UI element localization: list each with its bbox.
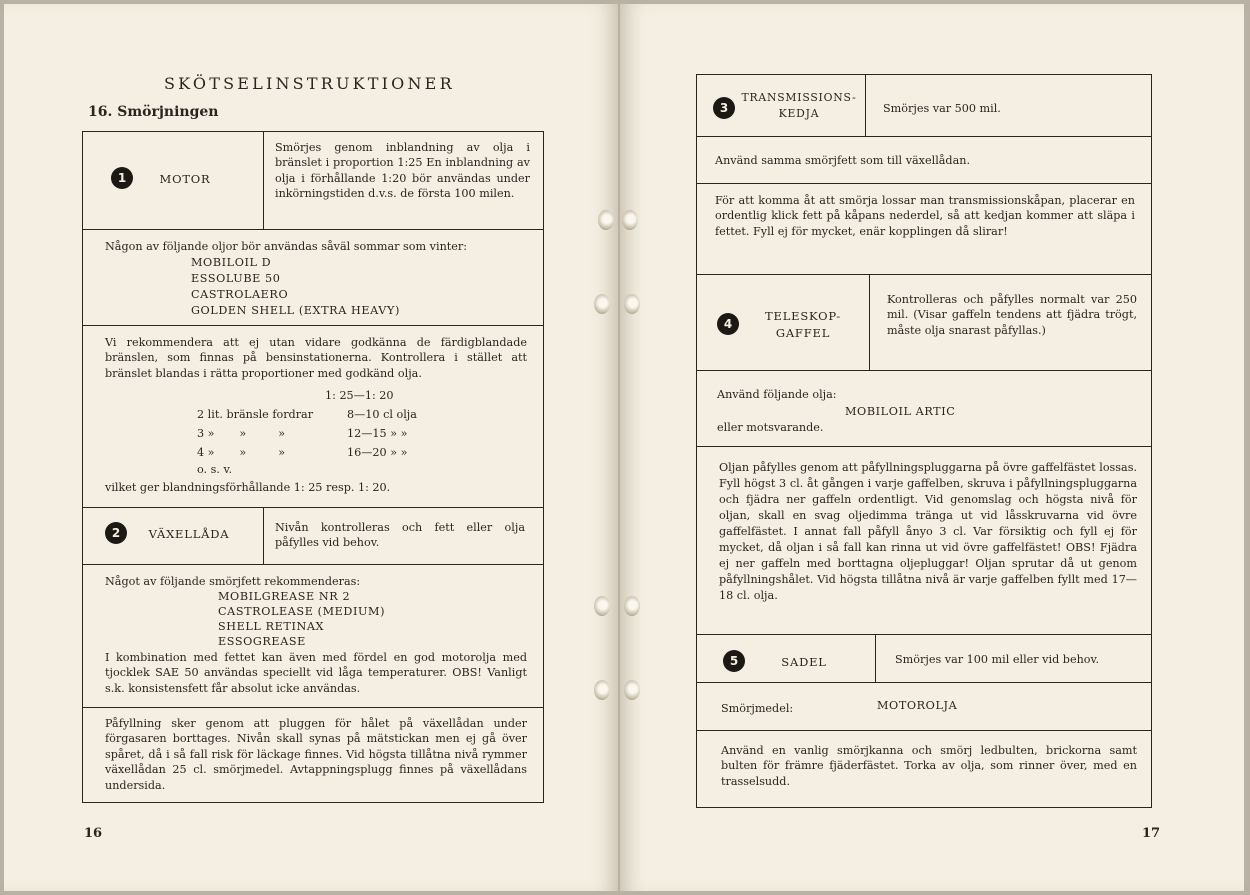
grease-item: CASTROLEASE (MEDIUM): [218, 605, 386, 618]
fork-oil-name: MOBILOIL ARTIC: [845, 405, 956, 418]
mix-amount: 16—20 » »: [347, 446, 408, 459]
mix-qty: 2 lit. bränsle fordrar: [197, 408, 314, 421]
number-badge-4: 4: [717, 313, 739, 335]
page-number-right: 17: [1142, 826, 1161, 841]
binding-hole: [624, 680, 640, 700]
binding-hole: [598, 210, 614, 230]
grease-item: SHELL RETINAX: [218, 620, 325, 633]
gearbox-description: Nivån kontrolleras och fett eller olja påfylles vid behov.: [275, 521, 525, 550]
chain-note-2: För att komma åt att smörja lossar man transmissionskåpan, placerar en ordentlig klick fett på kåpans nederdel, så att kedjan kommer att släpa i fettet. Fyll ej för mycket, enär kopplingen då slirar!: [715, 194, 1135, 238]
ratio-header: 1: 25—1: 20: [325, 389, 394, 402]
number-badge-1: 1: [111, 167, 133, 189]
binding-hole: [624, 294, 640, 314]
mix-amount: 12—15 » »: [347, 427, 408, 440]
binding-hole: [594, 596, 610, 616]
binding-hole: [594, 294, 610, 314]
fork-instructions: Oljan påfylles genom att påfyllningspluggarna på övre gaffelfästet lossas. Fyll högst 3 cl. åt gången i varje gaffelben, skruva i påfyllningspluggarna och fjädra ner gaffeln ordentligt. Vid genomslag och högsta nivå för oljan, skall en svag oljedimma tränga ut vid låsskruvarna vid övre gaffelfästet. I annat fall påfyll ånyo 3 cl. Var försiktig och fyll ej för mycket, då oljan i så fall kan rinna ut vid övre gaffelfästet! OBS! Fjädra ej ner gaffeln med borttagna oljepluggar! Oljan sprutar då ut genom påfyllningshålet. Vid högsta tillåtna nivå är varje gaffelben fyllt med 17—18 cl. olja.: [719, 461, 1137, 602]
binding-hole: [622, 210, 638, 230]
motor-label: MOTOR: [159, 172, 211, 186]
number-badge-5: 5: [723, 650, 745, 672]
saddle-instructions: Använd en vanlig smörjkanna och smörj ledbulten, brickorna samt bulten för främre fjäderfästet. Torka av olja, som rinner över, med en trasselsudd.: [721, 744, 1137, 788]
recommendation-text: Vi rekommendera att ej utan vidare godkänna de färdigblandade bränslen, som finnas på bensinstationerna. Kontrollera i stället att bränslet blandas i rätta proportioner med godkänd olja.: [105, 336, 527, 380]
mix-qty: 3 » » »: [197, 427, 286, 440]
chain-label-line1: TRANSMISSIONS-: [741, 91, 857, 104]
fork-oil-alternative: eller motsvarande.: [717, 421, 824, 434]
chain-label-line2: KEDJA: [778, 107, 820, 120]
page-heading: SKÖTSELINSTRUKTIONER: [164, 74, 455, 93]
lubrication-table-right: [696, 74, 1152, 808]
binding-hole: [594, 680, 610, 700]
grease-item: MOBILGREASE NR 2: [218, 590, 351, 603]
left-page: [4, 4, 618, 891]
mix-result: vilket ger blandningsförhållande 1: 25 resp. 1: 20.: [105, 481, 391, 494]
oil-item: ESSOLUBE 50: [191, 272, 281, 285]
fork-oil-intro: Använd följande olja:: [717, 388, 837, 401]
number-badge-2: 2: [105, 522, 127, 544]
motor-description: Smörjes genom inblandning av olja i bränslet i proportion 1:25 En inblandning av olja i förhållande 1:20 bör användas under inkörningstiden d.v.s. de första 100 milen.: [275, 141, 530, 201]
grease-item: ESSOGREASE: [218, 635, 306, 648]
chain-description: Smörjes var 500 mil.: [883, 102, 1001, 115]
binding-hole: [624, 596, 640, 616]
etc-text: o. s. v.: [197, 463, 233, 476]
gearbox-label: VÄXELLÅDA: [148, 527, 230, 541]
greases-intro: Något av följande smörjfett rekommenderas:: [105, 575, 361, 588]
filling-text: Påfyllning sker genom att pluggen för hålet på växellådan under förgasaren borttages. Nivån skall synas på mätstickan men ej gå över spåret, då i så fall risk för läckage finnes. Vid högsta tillåtna nivå rymmer växellådan 25 cl. smörjmedel. Avtappningsplugg finnes på växellådans undersida.: [105, 717, 527, 792]
mix-amount: 8—10 cl olja: [347, 408, 417, 421]
lubricant-value: MOTOROLJA: [877, 699, 958, 712]
oil-item: CASTROLAERO: [191, 288, 289, 301]
mix-qty: 4 » » »: [197, 446, 286, 459]
fork-label-line1: TELESKOP-: [765, 309, 841, 323]
combination-text: I kombination med fettet kan även med fördel en god motorolja med tjocklek SAE 50 användas speciellt vid låga temperaturer. OBS! Vanligt s.k. konsistensfett får absolut icke användas.: [105, 651, 527, 695]
oils-intro: Någon av följande oljor bör användas såväl sommar som vinter:: [105, 240, 468, 253]
page-number-left: 16: [84, 826, 103, 841]
chain-note-1: Använd samma smörjfett som till växellådan.: [715, 154, 971, 167]
lubricant-label: Smörjmedel:: [721, 702, 794, 715]
fork-description: Kontrolleras och påfylles normalt var 250 mil. (Visar gaffeln tendens att fjädra trögt, måste olja snarast påfyllas.): [887, 293, 1137, 337]
oil-item: MOBILOIL D: [191, 256, 272, 269]
right-page: [620, 4, 1244, 891]
saddle-description: Smörjes var 100 mil eller vid behov.: [895, 653, 1100, 666]
lubrication-table-left: [82, 131, 544, 803]
section-title: 16. Smörjningen: [88, 104, 219, 120]
saddle-label: SADEL: [781, 655, 827, 669]
oil-item: GOLDEN SHELL (EXTRA HEAVY): [191, 304, 400, 317]
number-badge-3: 3: [713, 97, 735, 119]
fork-label-line2: GAFFEL: [775, 326, 831, 340]
